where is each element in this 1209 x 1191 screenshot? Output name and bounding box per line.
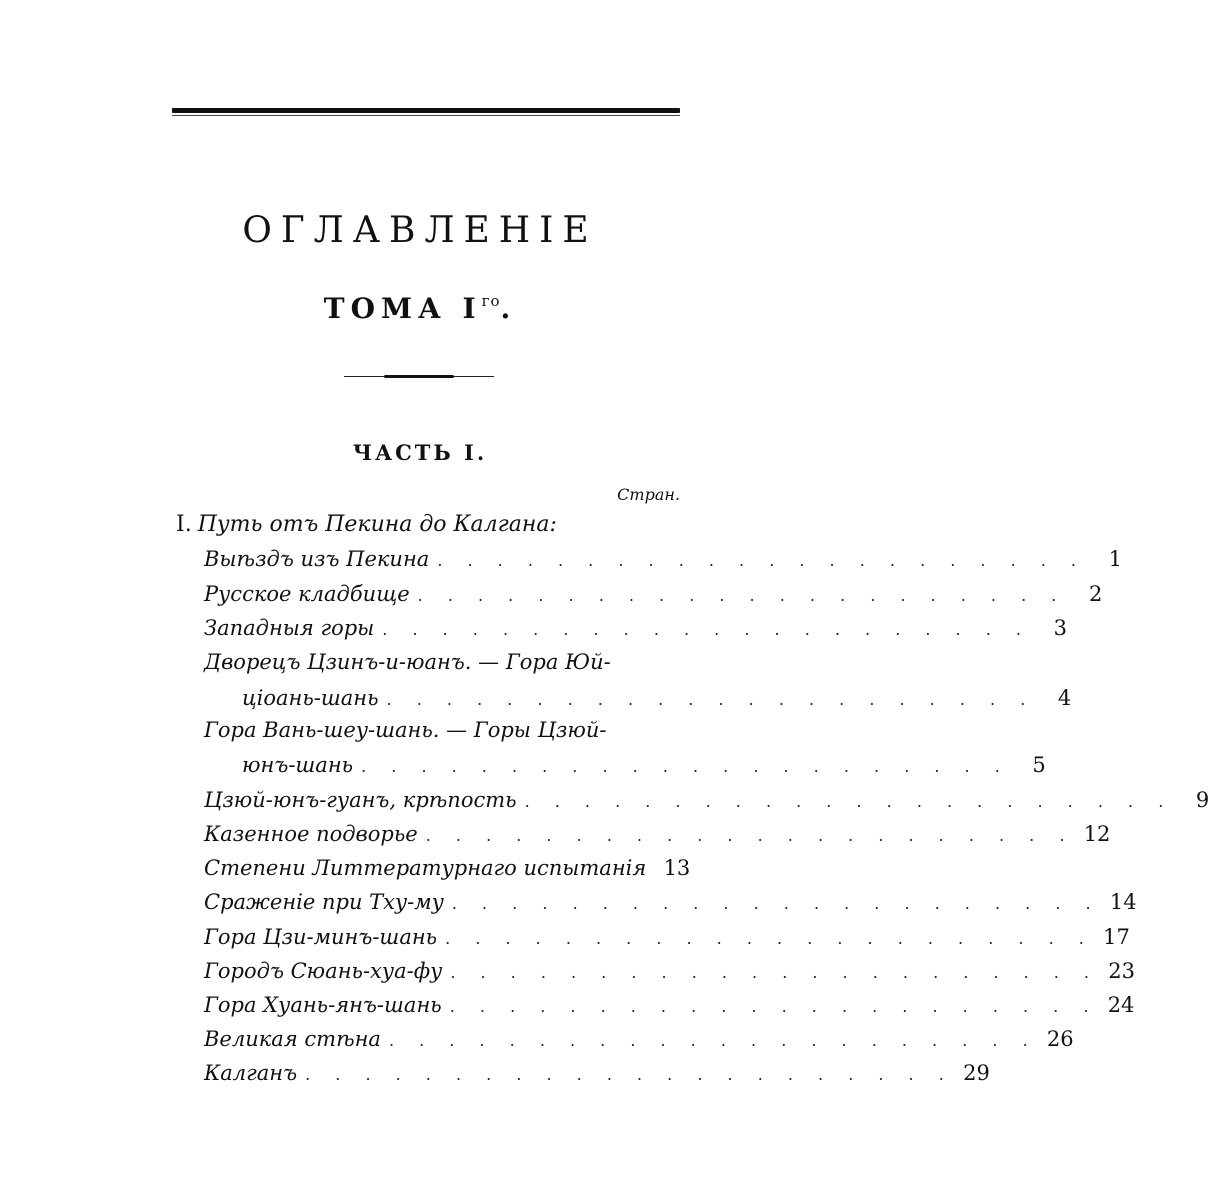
- toc-entry-label: Сраженіе при Тху-му: [204, 890, 444, 914]
- toc-entry-page: 17: [1103, 925, 1130, 949]
- toc-entry-label: Выѣздъ изъ Пекина: [204, 547, 430, 571]
- toc-entry-page: 26: [1046, 1027, 1074, 1051]
- toc-entry[interactable]: [204, 856, 691, 880]
- toc-entry[interactable]: [242, 753, 1046, 777]
- leader-dots: . . . . . . . . . . . . . . . . . . . . . .: [437, 551, 1087, 570]
- leader-dots: . . . . . . . . . . . . . . . . . . . . . .: [382, 620, 1031, 639]
- section-number: I.: [176, 512, 192, 537]
- volume-label: ТОМА I: [323, 292, 482, 325]
- toc-entry-first-line: Гора Вань-шеу-шань. — Горы Цзюй-: [204, 718, 607, 742]
- volume-period: .: [500, 292, 517, 325]
- leader-dots: . . . . . . . . . . . . . . . . . . . . . .: [361, 757, 1010, 776]
- page-title: ОГЛАВЛЕНІЕ: [242, 210, 598, 251]
- top-rule-thin: [172, 115, 680, 116]
- toc-entry-label: ціоань-шань: [242, 686, 379, 710]
- page-column-label: Стран.: [617, 485, 680, 504]
- toc-entry-page: 1: [1108, 547, 1123, 571]
- toc-entry-label: Городъ Сюань-хуа-фу: [204, 959, 443, 983]
- toc-entry-page: 5: [1032, 753, 1046, 777]
- leader-dots: . . . . . . . . . . . . . . . . . . . . . .: [450, 963, 1100, 982]
- toc-entry-label: юнъ-шань: [242, 753, 354, 777]
- toc-entry[interactable]: [204, 959, 1136, 983]
- toc-entry-page: 14: [1109, 890, 1137, 914]
- toc-entry-label: Русское кладбище: [204, 582, 410, 606]
- toc-entry[interactable]: [204, 788, 1209, 812]
- leader-dots: . . . . . . . . . . . . . . . . . . . . . .: [445, 929, 1094, 948]
- leader-dots: . . . . . . . . . . . . . . . . . . . . . .: [449, 997, 1099, 1016]
- toc-entry-label: Гора Хуань-янъ-шань: [204, 993, 442, 1017]
- leader-dots: . . . . . . . . . . . . . . . . . . . . . .: [388, 1031, 1038, 1050]
- toc-entry-page: 13: [663, 856, 691, 880]
- leader-dots: . . . . . . . . . . . . . . . . . . . . . .: [305, 1065, 954, 1084]
- toc-entry-page: 29: [963, 1061, 990, 1085]
- toc-entry-label: Западныя горы: [204, 616, 375, 640]
- toc-entry-page: 9: [1195, 788, 1209, 812]
- toc-entry[interactable]: [204, 890, 1137, 914]
- toc-entry[interactable]: [204, 1061, 990, 1085]
- toc-entry-page: 4: [1057, 686, 1072, 710]
- toc-entry-label: Казенное подворье: [204, 822, 418, 846]
- toc-entry-page: 2: [1088, 582, 1103, 606]
- toc-entry[interactable]: [204, 993, 1135, 1017]
- leader-dots: . . . . . . . . . . . . . . . . . . . . . .: [425, 826, 1075, 845]
- ornament-rule: [344, 375, 494, 378]
- toc-entry[interactable]: [204, 925, 1130, 949]
- toc-entry[interactable]: [242, 686, 1072, 710]
- section-heading: [176, 512, 557, 537]
- volume-ordinal-suffix: го: [481, 292, 501, 310]
- toc-entry-page: 24: [1107, 993, 1135, 1017]
- section-title: Путь отъ Пекина до Калгана:: [197, 512, 557, 537]
- part-heading: ЧАСТЬ I.: [352, 440, 488, 465]
- toc-entry[interactable]: [204, 582, 1103, 606]
- toc-entry[interactable]: [204, 616, 1067, 640]
- toc-entry-label: Калганъ: [204, 1061, 298, 1085]
- leader-dots: . . . . . . . . . . . . . . . . . . . . . .: [524, 792, 1174, 811]
- toc-entry[interactable]: [204, 822, 1111, 846]
- leader-dots: . . . . . . . . . . . . . . . . . . . . . .: [451, 894, 1101, 913]
- top-rule: [172, 108, 680, 113]
- toc-entry-page: 3: [1053, 616, 1067, 640]
- leader-dots: . . . . . . . . . . . . . . . . . . . . . .: [417, 586, 1067, 605]
- toc-entry-page: 23: [1108, 959, 1136, 983]
- toc-entry-first-line: Дворецъ Цзинъ-и-юанъ. — Гора Юй-: [204, 650, 611, 674]
- toc-entry-page: 12: [1083, 822, 1111, 846]
- leader-dots: . . . . . . . . . . . . . . . . . . . . . .: [386, 690, 1036, 709]
- toc-entry-label: Великая стѣна: [204, 1027, 381, 1051]
- toc-entry[interactable]: [204, 1027, 1074, 1051]
- toc-entry[interactable]: [204, 547, 1123, 571]
- toc-entry-label: Степени Литтературнаго испытанія: [204, 856, 647, 880]
- toc-entry-label: Цзюй-юнъ-гуанъ, крѣпость: [204, 788, 517, 812]
- volume-subtitle: [0, 292, 840, 325]
- toc-entry-label: Гора Цзи-минъ-шань: [204, 925, 438, 949]
